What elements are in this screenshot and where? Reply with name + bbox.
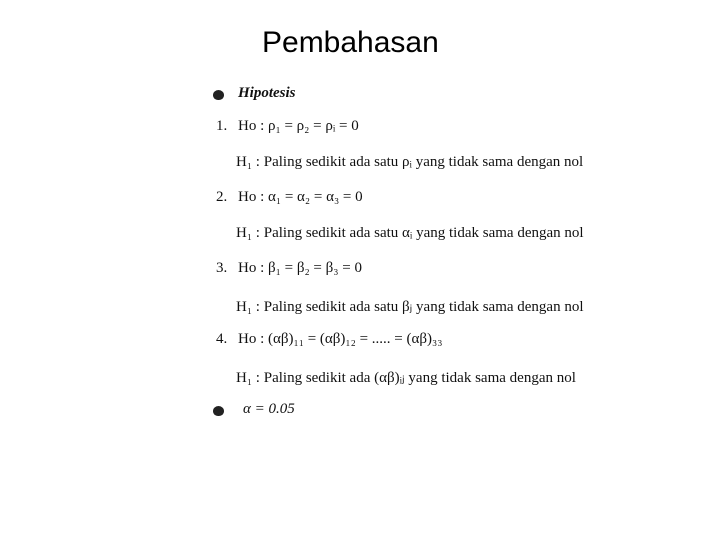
alt-hypothesis-2: H₁ : Paling sedikit ada satu αᵢ yang tidak sama dengan nol [236, 225, 584, 241]
item-number: 2. [216, 189, 228, 205]
null-hypothesis-4: Ho : (αβ)₁₁ = (αβ)₁₂ = ..... = (αβ)₃₃ [238, 331, 443, 347]
alt-hypothesis-3: H₁ : Paling sedikit ada satu βⱼ yang tidak sama dengan nol [236, 299, 584, 315]
alt-hypothesis-4: H₁ : Paling sedikit ada (αβ)ᵢⱼ yang tidak sama dengan nol [236, 370, 576, 386]
null-hypothesis-2: Ho : α₁ = α₂ = α₃ = 0 [238, 189, 363, 205]
item-number: 4. [216, 331, 228, 347]
significance-level: α = 0.05 [243, 401, 295, 417]
page-title: Pembahasan [262, 26, 439, 59]
item-number: 3. [216, 260, 228, 276]
item-number: 1. [216, 118, 228, 134]
bullet-icon [213, 406, 224, 416]
null-hypothesis-3: Ho : β₁ = β₂ = β₃ = 0 [238, 260, 362, 276]
alt-hypothesis-1: H₁ : Paling sedikit ada satu ρᵢ yang tidak sama dengan nol [236, 154, 584, 170]
bullet-icon [213, 90, 224, 100]
section-heading: Hipotesis [238, 85, 296, 101]
null-hypothesis-1: Ho : ρ₁ = ρ₂ = ρᵢ = 0 [238, 118, 359, 134]
